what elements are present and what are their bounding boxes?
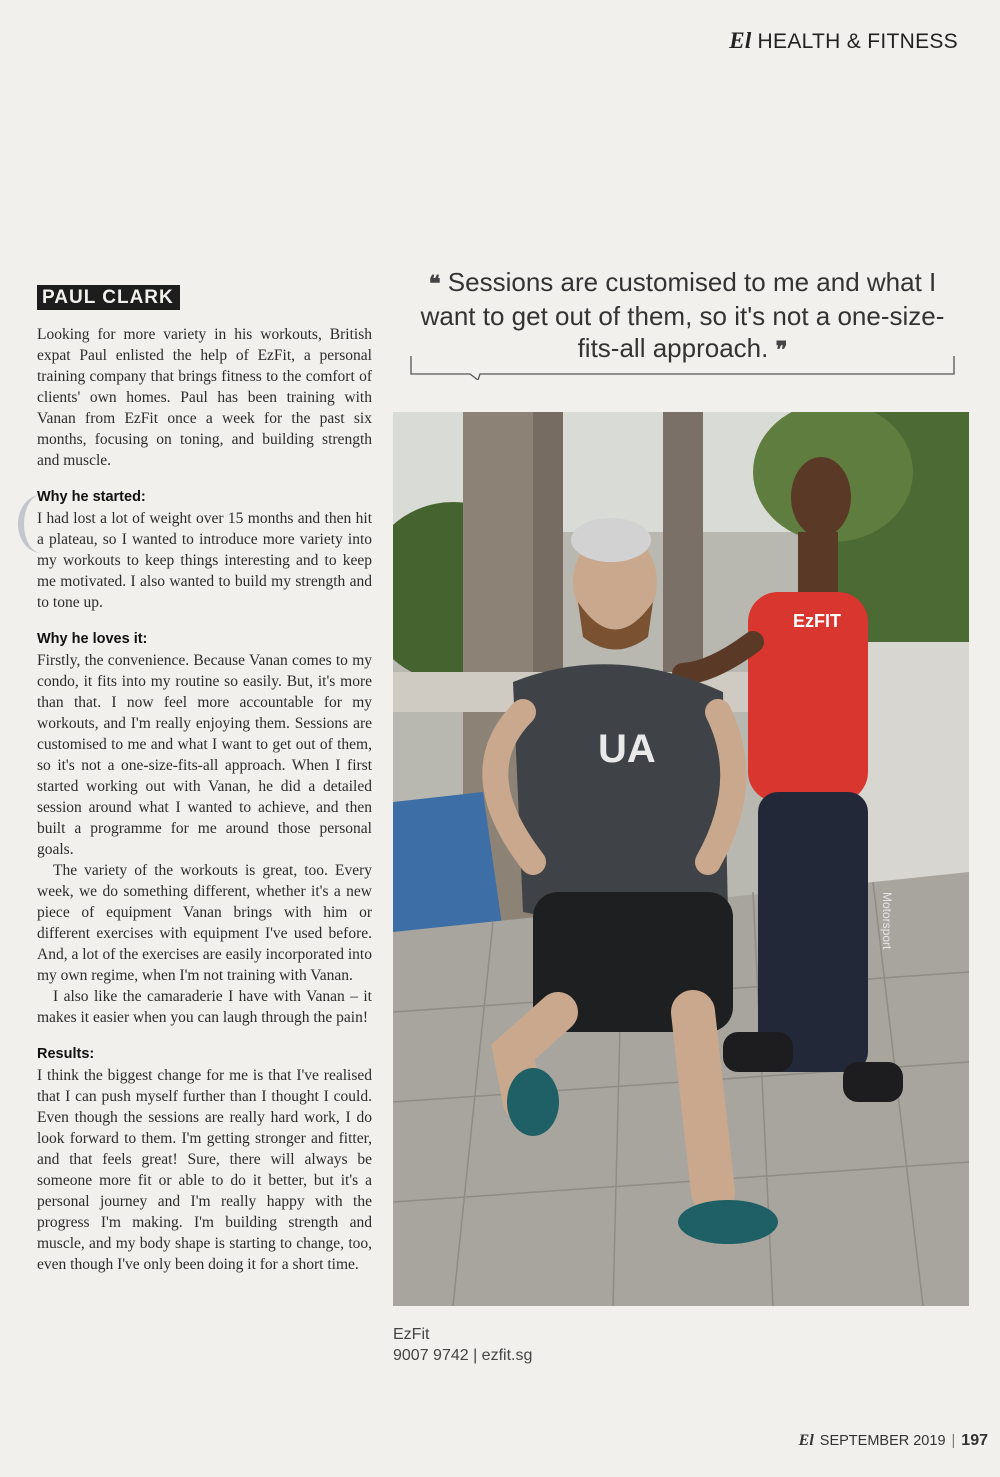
pull-quote-text: Sessions are customised to me and what I want to get out of them, so it's not a one-size-fits-all approach.: [420, 267, 945, 363]
training-photo: [393, 412, 969, 1306]
pull-quote: [410, 266, 955, 366]
quote-close-icon: ❞: [775, 337, 788, 362]
client-shirt-logo: UA: [598, 727, 656, 771]
why-loves-paragraph-3: I also like the camaraderie I have with Vanan – it makes it easier when you can laugh through the pain!: [37, 988, 372, 1026]
why-loves-section: [37, 629, 372, 1028]
why-loves-paragraph-2: The variety of the workouts is great, too. Every week, we do something different, whether it's a new piece of equipment Vanan brings with him or different exercises with equipment I've used before. And, a lot of the exercises are easily incorporated into my own regime, when I'm not training with Vanan.: [37, 862, 372, 984]
why-loves-paragraph-1: Firstly, the convenience. Because Vanan comes to my condo, it fits into my routine so easily. But, it's more than that. I now feel more accountable for my workouts, and I'm really enjoying them. Sessions are customised to me and what I want to get out of them, so it's not a one-size-fits-all approach. When I first started working out with Vanan, he did a detailed session around what I wanted to achieve, and then built a programme for me around those personal goals.: [37, 652, 372, 858]
page-number: 197: [961, 1432, 988, 1449]
why-started-heading: Why he started:: [37, 489, 146, 505]
photo-caption: [393, 1324, 532, 1366]
caption-contact: 9007 9742 | ezfit.sg: [393, 1347, 533, 1364]
photo-illustration: [393, 412, 969, 1306]
intro-paragraph: Looking for more variety in his workouts, British expat Paul enlisted the help of EzFit, a personal training company that brings fitness to the comfort of clients' own homes. Paul has been training with Vanan from EzFit once a week for the past six months, focusing on toning, and building strength and muscle.: [37, 326, 372, 469]
results-heading: Results:: [37, 1046, 95, 1062]
why-started-text: I had lost a lot of weight over 15 months and then hit a plateau, so I wanted to introduce more variety into my workouts to keep things interesting and to keep me motivated. I also wanted to build my strength and to tone up.: [37, 510, 372, 611]
trainer-shirt-logo: EzFIT: [793, 611, 841, 631]
magazine-logo: El: [729, 28, 752, 53]
why-started-section: [37, 487, 372, 613]
quote-open-icon: ❝: [428, 271, 441, 296]
results-section: [37, 1044, 372, 1275]
footer-logo: El: [798, 1432, 814, 1449]
subject-name-label: PAUL CLARK: [37, 285, 180, 310]
section-title: HEALTH & FITNESS: [757, 30, 958, 53]
page-header: [729, 28, 958, 54]
article-column: [37, 285, 372, 1275]
results-text: I think the biggest change for me is that I've realised that I can push myself further than I thought I could. Even though the sessions are really hard work, I do look forward to them. I'm getting stronger and fitter, and that feels great! Sure, there will always be someone more fit or able to do it better, but it's a personal journey and I'm really happy with the progress I'm making. I'm building strength and muscle, and my body shape is starting to change, too, even though I've only been doing it for a short time.: [37, 1067, 372, 1273]
why-loves-heading: Why he loves it:: [37, 631, 148, 647]
pants-text: Motorsport: [880, 892, 894, 950]
footer-separator: |: [951, 1433, 956, 1449]
issue-date: SEPTEMBER 2019: [819, 1433, 946, 1449]
quote-bubble-rule: [410, 356, 955, 380]
caption-company: EzFit: [393, 1326, 430, 1343]
page-footer: [799, 1432, 988, 1450]
